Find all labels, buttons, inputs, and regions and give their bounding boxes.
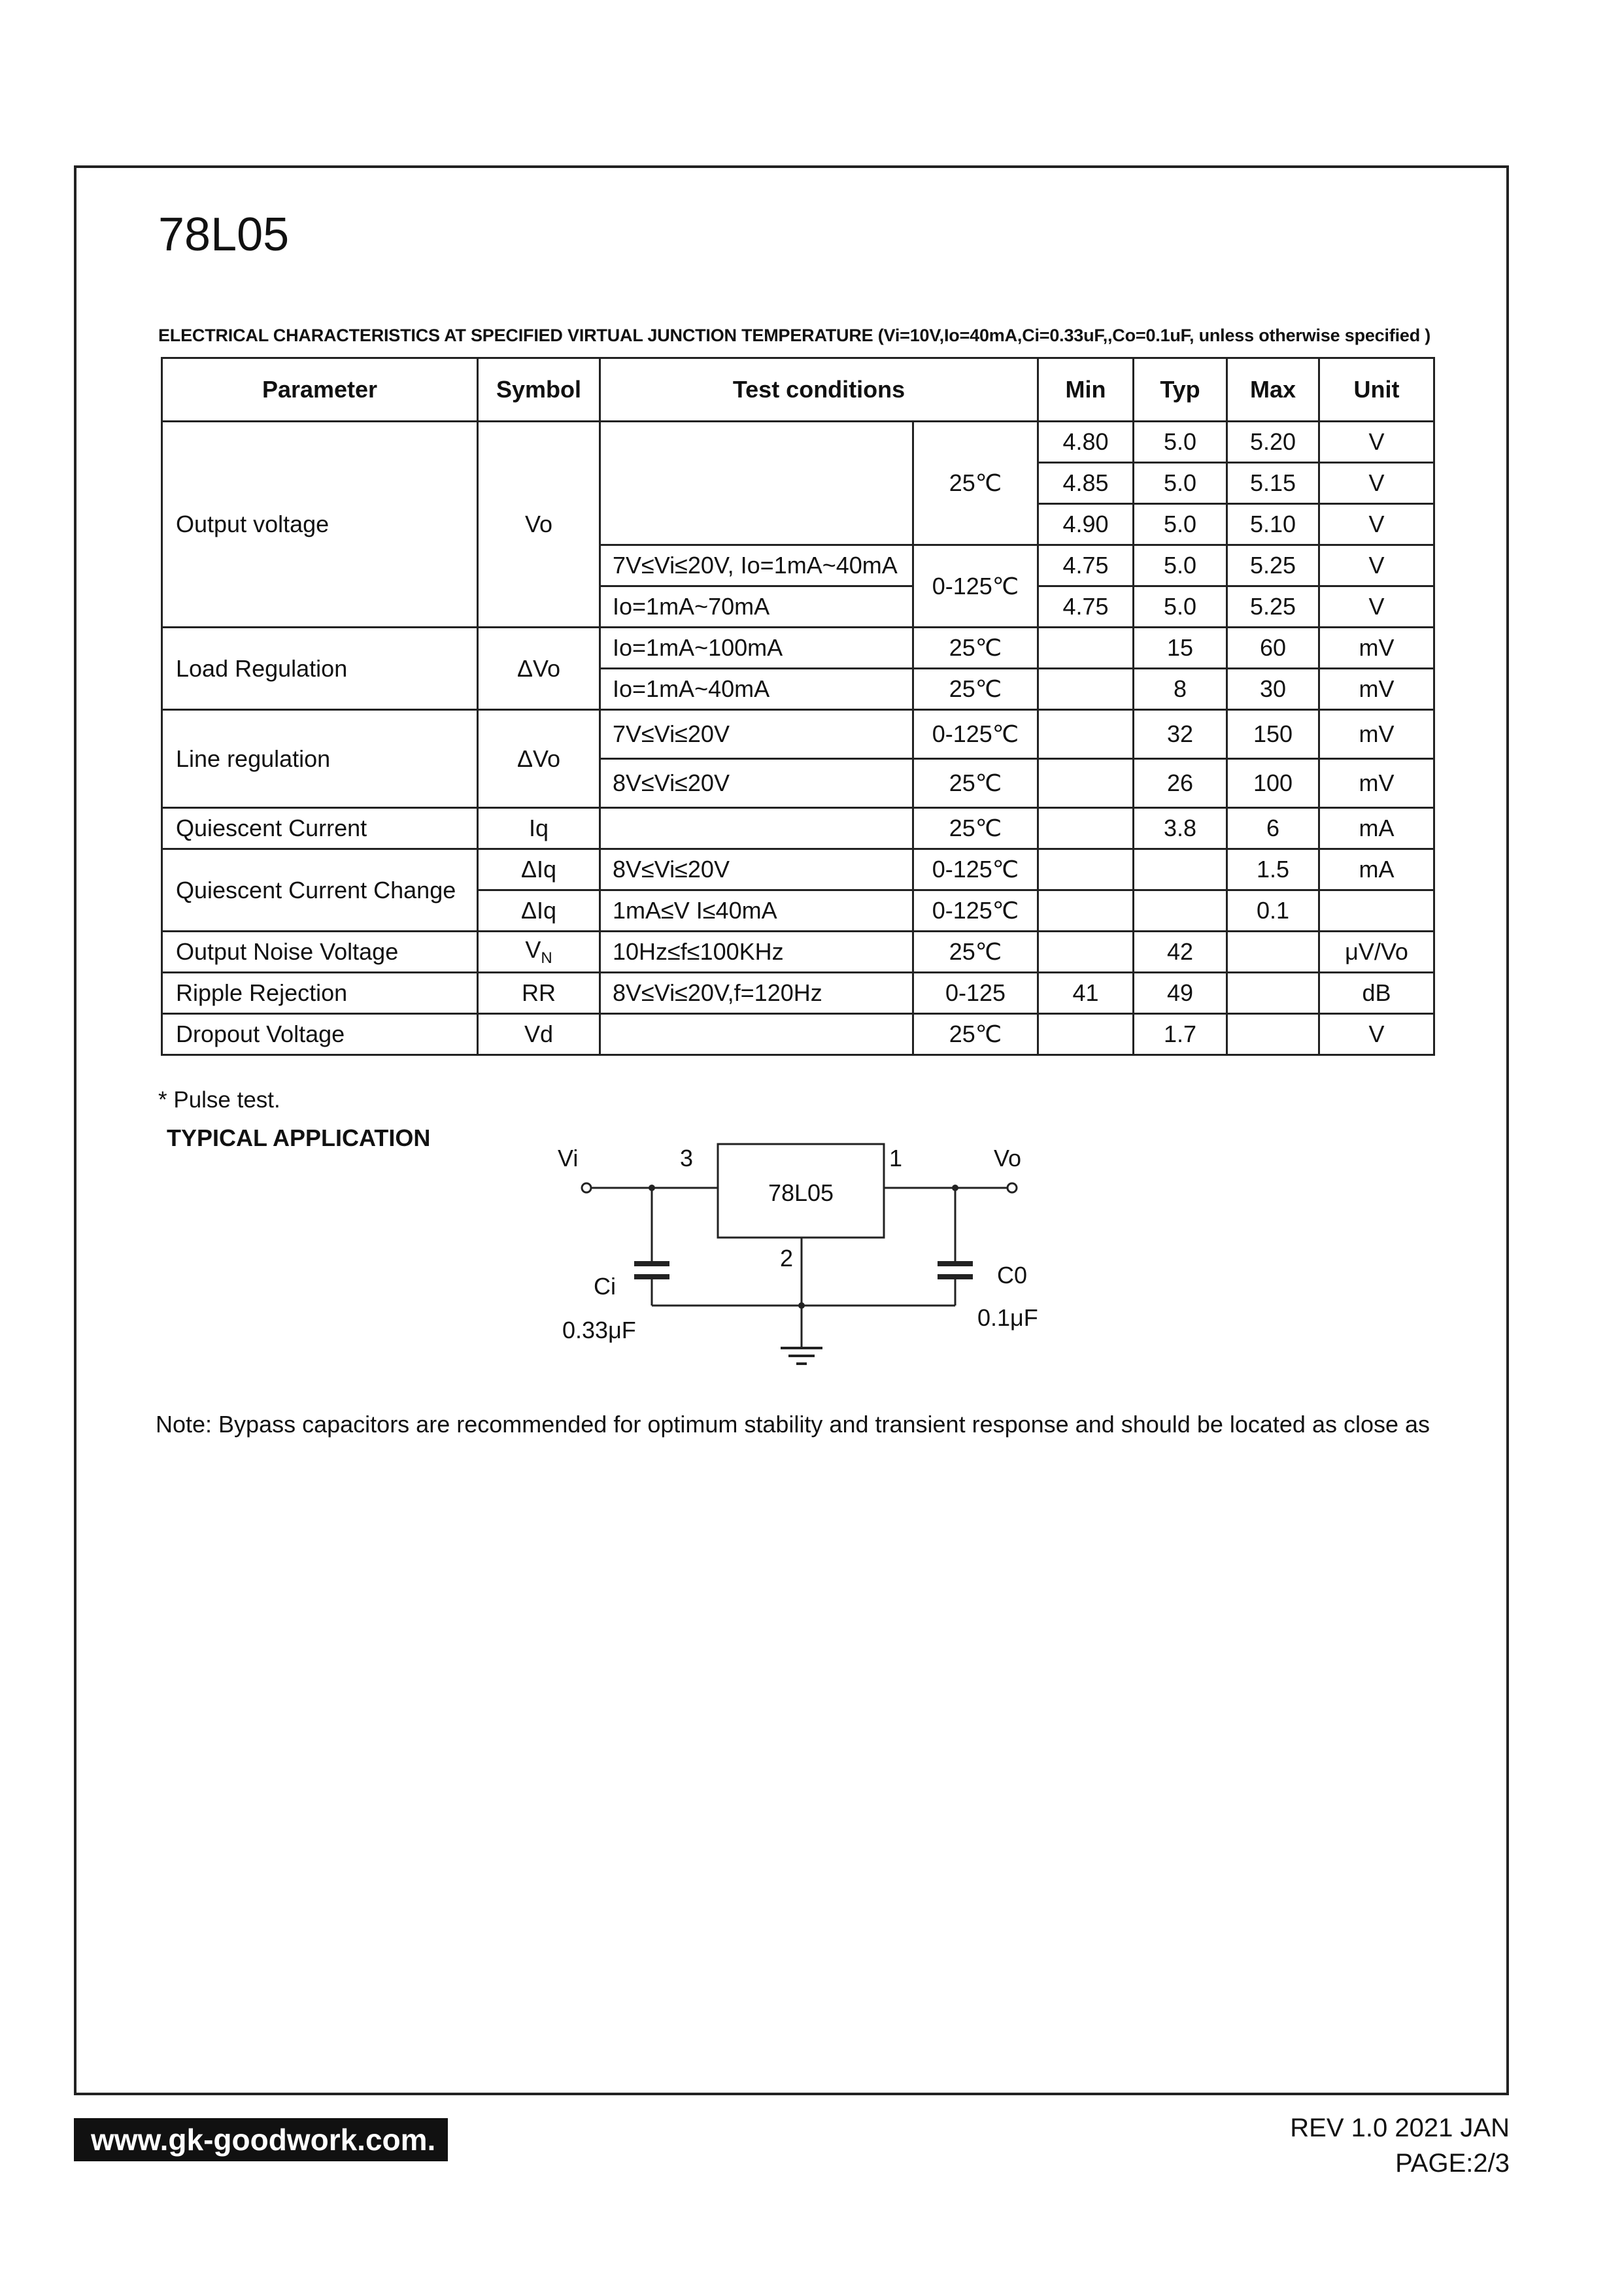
ground-junction-dot bbox=[798, 1302, 805, 1309]
cell-min bbox=[1038, 849, 1134, 890]
co-value-label: 0.1μF bbox=[977, 1304, 1038, 1331]
header-typ: Typ bbox=[1134, 358, 1227, 422]
cell-parameter: Ripple Rejection bbox=[162, 973, 478, 1014]
cell-symbol: Vo bbox=[478, 422, 600, 628]
section-heading: ELECTRICAL CHARACTERISTICS AT SPECIFIED VIRTUAL JUNCTION TEMPERATURE (Vi=10V,Io=40mA,Ci=0.33uF,,Co=0.1uF, unless otherwise specified ) bbox=[158, 326, 1431, 345]
cell-min: 4.75 bbox=[1038, 545, 1134, 586]
cell-max: 5.25 bbox=[1227, 545, 1319, 586]
document-title: 78L05 bbox=[158, 209, 290, 261]
cell-max: 100 bbox=[1227, 759, 1319, 808]
cell-unit: V bbox=[1319, 463, 1434, 504]
typical-application-heading: TYPICAL APPLICATION bbox=[167, 1124, 431, 1151]
cell-symbol bbox=[478, 932, 600, 973]
cell-min: 4.80 bbox=[1038, 422, 1134, 463]
cell-temperature: 0-125℃ bbox=[913, 545, 1038, 628]
table-row bbox=[162, 1014, 1434, 1055]
ground-icon bbox=[781, 1348, 822, 1364]
pulse-test-footnote: * Pulse test. bbox=[158, 1087, 280, 1113]
co-label: C0 bbox=[997, 1262, 1028, 1289]
vi-label: Vi bbox=[558, 1145, 579, 1172]
cell-unit: mA bbox=[1319, 849, 1434, 890]
cell-temperature: 25℃ bbox=[913, 669, 1038, 710]
cell-unit: mV bbox=[1319, 710, 1434, 759]
cell-unit: V bbox=[1319, 504, 1434, 545]
table-row bbox=[162, 628, 1434, 669]
cell-symbol: ΔIq bbox=[478, 890, 600, 932]
cell-typ: 1.7 bbox=[1134, 1014, 1227, 1055]
cell-symbol: ΔIq bbox=[478, 849, 600, 890]
cell-symbol: RR bbox=[478, 973, 600, 1014]
cell-typ: 5.0 bbox=[1134, 422, 1227, 463]
typical-application-circuit bbox=[497, 1105, 1085, 1412]
cell-typ: 42 bbox=[1134, 932, 1227, 973]
cell-parameter: Line regulation bbox=[162, 710, 478, 808]
table-row bbox=[162, 808, 1434, 849]
vi-terminal-icon bbox=[582, 1183, 591, 1192]
cell-min: 4.90 bbox=[1038, 504, 1134, 545]
website-url[interactable]: www.gk-goodwork.com. bbox=[74, 2118, 448, 2161]
cell-unit: mV bbox=[1319, 669, 1434, 710]
cell-symbol: Iq bbox=[478, 808, 600, 849]
cell-parameter: Load Regulation bbox=[162, 628, 478, 710]
cell-max: 60 bbox=[1227, 628, 1319, 669]
pin-2-label: 2 bbox=[780, 1245, 794, 1272]
header-symbol: Symbol bbox=[478, 358, 600, 422]
cell-min bbox=[1038, 1014, 1134, 1055]
cell-temperature: 0-125℃ bbox=[913, 890, 1038, 932]
cell-typ: 3.8 bbox=[1134, 808, 1227, 849]
cell-typ: 32 bbox=[1134, 710, 1227, 759]
cell-typ: 26 bbox=[1134, 759, 1227, 808]
cell-min bbox=[1038, 808, 1134, 849]
cell-typ: 8 bbox=[1134, 669, 1227, 710]
cell-max: 5.20 bbox=[1227, 422, 1319, 463]
bypass-capacitor-note: Note: Bypass capacitors are recommended for optimum stability and transient response and should be located as close as bbox=[156, 1411, 1430, 1438]
cell-unit: μV/Vo bbox=[1319, 932, 1434, 973]
cell-unit: mA bbox=[1319, 808, 1434, 849]
cell-condition: 8V≤Vi≤20V bbox=[600, 849, 913, 890]
cell-unit bbox=[1319, 890, 1434, 932]
cell-condition bbox=[600, 422, 913, 545]
cell-parameter: Quiescent Current bbox=[162, 808, 478, 849]
cell-condition: Io=1mA~40mA bbox=[600, 669, 913, 710]
cell-condition: 8V≤Vi≤20V,f=120Hz bbox=[600, 973, 913, 1014]
cell-min bbox=[1038, 890, 1134, 932]
table-row bbox=[162, 422, 1434, 463]
cell-unit: mV bbox=[1319, 628, 1434, 669]
header-parameter: Parameter bbox=[162, 358, 478, 422]
vo-terminal-icon bbox=[1007, 1183, 1017, 1192]
ci-value-label: 0.33μF bbox=[562, 1317, 636, 1343]
cell-condition: 10Hz≤f≤100KHz bbox=[600, 932, 913, 973]
cell-condition: Io=1mA~100mA bbox=[600, 628, 913, 669]
vo-label: Vo bbox=[994, 1145, 1022, 1172]
cell-typ: 5.0 bbox=[1134, 463, 1227, 504]
cell-unit: mV bbox=[1319, 759, 1434, 808]
header-unit: Unit bbox=[1319, 358, 1434, 422]
cell-condition: 8V≤Vi≤20V bbox=[600, 759, 913, 808]
header-max: Max bbox=[1227, 358, 1319, 422]
cell-max: 1.5 bbox=[1227, 849, 1319, 890]
cell-condition bbox=[600, 808, 913, 849]
table-header-row bbox=[162, 358, 1434, 422]
pin-3-label: 3 bbox=[680, 1145, 694, 1172]
cell-temperature: 25℃ bbox=[913, 759, 1038, 808]
cell-condition bbox=[600, 1014, 913, 1055]
symbol-subscript: N bbox=[541, 949, 552, 968]
cell-condition: 7V≤Vi≤20V, Io=1mA~40mA bbox=[600, 545, 913, 586]
table-row bbox=[162, 710, 1434, 759]
cell-condition: Io=1mA~70mA bbox=[600, 586, 913, 628]
cell-max bbox=[1227, 973, 1319, 1014]
cell-min bbox=[1038, 669, 1134, 710]
table-row bbox=[162, 932, 1434, 973]
cell-typ bbox=[1134, 849, 1227, 890]
cell-temperature: 25℃ bbox=[913, 932, 1038, 973]
cell-min bbox=[1038, 759, 1134, 808]
cell-max bbox=[1227, 932, 1319, 973]
cell-symbol: Vd bbox=[478, 1014, 600, 1055]
cell-symbol: ΔVo bbox=[478, 710, 600, 808]
cell-max: 5.10 bbox=[1227, 504, 1319, 545]
cell-min: 4.85 bbox=[1038, 463, 1134, 504]
ic-label: 78L05 bbox=[768, 1179, 834, 1206]
cell-max: 150 bbox=[1227, 710, 1319, 759]
cell-typ: 5.0 bbox=[1134, 545, 1227, 586]
cell-typ: 15 bbox=[1134, 628, 1227, 669]
cell-temperature: 0-125 bbox=[913, 973, 1038, 1014]
cell-typ bbox=[1134, 890, 1227, 932]
cell-parameter: Output voltage bbox=[162, 422, 478, 628]
cell-max: 5.15 bbox=[1227, 463, 1319, 504]
cell-parameter: Quiescent Current Change bbox=[162, 849, 478, 932]
cell-condition: 1mA≤V I≤40mA bbox=[600, 890, 913, 932]
cell-min: 41 bbox=[1038, 973, 1134, 1014]
table-row bbox=[162, 973, 1434, 1014]
page-number: PAGE:2/3 bbox=[1395, 2149, 1510, 2178]
cell-temperature: 25℃ bbox=[913, 628, 1038, 669]
symbol-main: V bbox=[525, 936, 541, 963]
cell-unit: V bbox=[1319, 1014, 1434, 1055]
cell-typ: 5.0 bbox=[1134, 504, 1227, 545]
header-test-conditions: Test conditions bbox=[600, 358, 1038, 422]
cell-min bbox=[1038, 628, 1134, 669]
table-row bbox=[162, 849, 1434, 890]
pin-1-label: 1 bbox=[889, 1145, 903, 1172]
cell-temperature: 25℃ bbox=[913, 422, 1038, 545]
cell-parameter: Dropout Voltage bbox=[162, 1014, 478, 1055]
cell-min: 4.75 bbox=[1038, 586, 1134, 628]
cell-max: 0.1 bbox=[1227, 890, 1319, 932]
cell-unit: V bbox=[1319, 586, 1434, 628]
cell-unit: V bbox=[1319, 545, 1434, 586]
revision-text: REV 1.0 2021 JAN bbox=[1290, 2114, 1510, 2142]
cell-min bbox=[1038, 932, 1134, 973]
cell-typ: 5.0 bbox=[1134, 586, 1227, 628]
cell-max: 5.25 bbox=[1227, 586, 1319, 628]
cell-max: 30 bbox=[1227, 669, 1319, 710]
cell-temperature: 0-125℃ bbox=[913, 849, 1038, 890]
cell-unit: V bbox=[1319, 422, 1434, 463]
cell-typ: 49 bbox=[1134, 973, 1227, 1014]
cell-max bbox=[1227, 1014, 1319, 1055]
cell-temperature: 25℃ bbox=[913, 1014, 1038, 1055]
cell-max: 6 bbox=[1227, 808, 1319, 849]
ci-label: Ci bbox=[594, 1273, 616, 1300]
cell-temperature: 25℃ bbox=[913, 808, 1038, 849]
electrical-characteristics-table bbox=[161, 357, 1435, 1056]
header-min: Min bbox=[1038, 358, 1134, 422]
revision-block bbox=[1290, 2110, 1510, 2181]
cell-symbol: ΔVo bbox=[478, 628, 600, 710]
cell-parameter: Output Noise Voltage bbox=[162, 932, 478, 973]
cell-temperature: 0-125℃ bbox=[913, 710, 1038, 759]
cell-condition: 7V≤Vi≤20V bbox=[600, 710, 913, 759]
cell-unit: dB bbox=[1319, 973, 1434, 1014]
cell-min bbox=[1038, 710, 1134, 759]
